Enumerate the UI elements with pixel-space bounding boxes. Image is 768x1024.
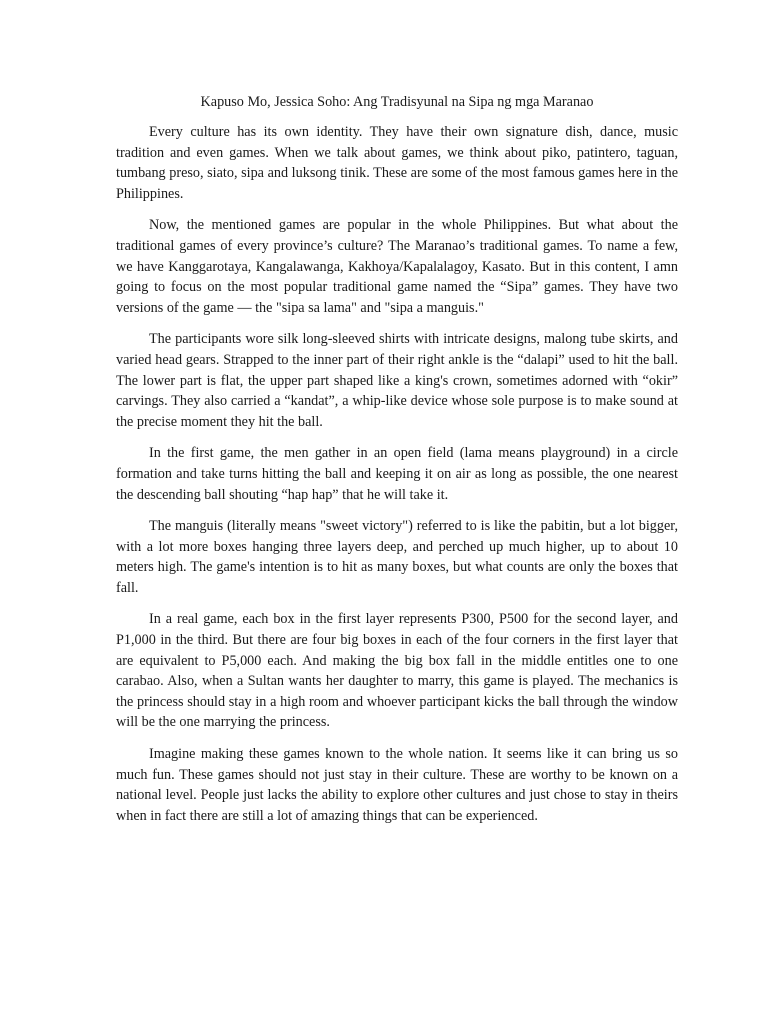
document-page (116, 92, 678, 837)
paragraph-2: Now, the mentioned games are popular in the whole Philippines. But what about the traditional games of every province’s culture? The Maranao’s traditional games. To name a few, we have Kanggarotaya, Kangalawanga, Kakhoya/Kapalalagoy, Kasato. But in this content, I amn going to focus on the most popular traditional game named the “Sipa” games. They have two versions of the game — the "sipa sa lama" and "sipa a manguis." (116, 217, 678, 316)
paragraph-4: In the first game, the men gather in an open field (lama means playground) in a circle formation and take turns hitting the ball and keeping it on air as long as possible, the one nearest the descending ball shouting “hap hap” that he will take it. (116, 445, 678, 503)
paragraph-6: In a real game, each box in the first layer represents P300, P500 for the second layer, and P1,000 in the third. But there are four big boxes in each of the four corners in the first layer that are equivalent to P5,000 each. And making the big box fall in the middle entitles one to one carabao. Also, when a Sultan wants her daughter to marry, this game is played. The mechanics is the princess should stay in a high room and whoever participant kicks the ball through the window will be the one marrying the princess. (116, 611, 678, 731)
paragraph-1: Every culture has its own identity. They have their own signature dish, dance, music tradition and even games. When we talk about games, we think about piko, patintero, taguan, tumbang preso, siato, sipa and luksong tinik. These are some of the most famous games here in the Philippines. (116, 124, 678, 202)
paragraph-5: The manguis (literally means "sweet victory") referred to is like the pabitin, but a lot bigger, with a lot more boxes hanging three layers deep, and perched up much higher, up to about 10 meters high. The game's intention is to hit as many boxes, but what counts are only the boxes that fall. (116, 518, 678, 596)
document-title: Kapuso Mo, Jessica Soho: Ang Tradisyunal na Sipa ng mga Maranao (200, 94, 594, 110)
paragraph-3: The participants wore silk long-sleeved shirts with intricate designs, malong tube skirts, and varied head gears. Strapped to the inner part of their right ankle is the “dalapi” used to hit the ball. The lower part is flat, the upper part shaped like a king's crown, sometimes adorned with “okir” carvings. They also carried a “kandat”, a whip-like device whose sole purpose is to make sound at the precise moment they hit the ball. (116, 331, 678, 430)
paragraph-7: Imagine making these games known to the whole nation. It seems like it can bring us so much fun. These games should not just stay in their culture. These are worthy to be known on a national level. People just lacks the ability to explore other cultures and just chose to stay in theirs when in fact there are still a lot of amazing things that can be experienced. (116, 746, 678, 824)
